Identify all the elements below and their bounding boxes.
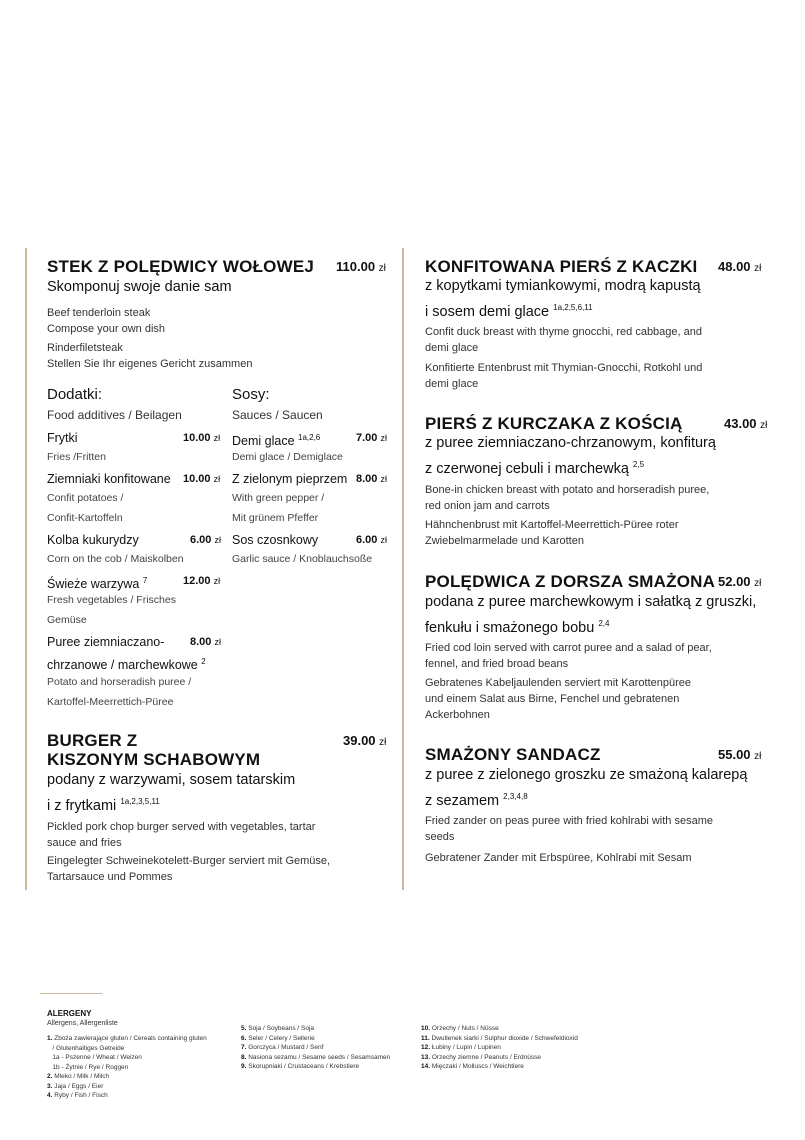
dish-title: PIERŚ Z KURCZAKA Z KOŚCIĄ: [425, 414, 683, 433]
dish-title: POLĘDWICA Z DORSZA SMAŻONA: [425, 572, 716, 591]
sauce-translation: With green pepper / Mit grünem Pfeffer: [232, 492, 325, 524]
dish-subtitle: z puree ziemniaczano-chrzanowym, konfiturą z czerwonej cebuli i marchewką $^{2,5}$: [425, 435, 716, 477]
allergen-item: 10. Orzechy / Nuts / Nüsse: [421, 1025, 499, 1032]
dish-german: Konfitierte Entenbrust mit Thymian-Gnocchi, Rotkohl und demi glace: [425, 362, 703, 390]
addition-translation: Fries /Fritten: [47, 451, 106, 463]
dish-subtitle: podana z puree marchewkowym i sałatką z gruszki, fenkułu i smażonego bobu $^{2,4}$: [425, 594, 757, 636]
addition-translation: Corn on the cob / Maiskolben: [47, 553, 184, 565]
sauce-price: 6.00 zł: [356, 534, 387, 546]
sauce-item: Demi glace $^{1a,2,6}$: [232, 433, 321, 449]
dish-english: Fried cod loin served with carrot puree and a salad of pear, fennel, and fried broad beans: [425, 642, 712, 670]
dish-title: SMAŻONY SANDACZ: [425, 745, 601, 764]
dish-german: Gebratenes Kabeljaulenden serviert mit Karottenpüree und einem Salat aus Birne, Fenchel und gebratenen Ackerbohnen: [425, 677, 691, 721]
dish-price: 39.00 zł: [343, 733, 387, 748]
dish-german: Eingelegter Schweinekotelett-Burger serviert mit Gemüse, Tartarsauce und Pommes: [47, 855, 331, 883]
addition-item: Świeże warzywa $^7$: [47, 576, 148, 592]
center-divider-line: [402, 248, 404, 890]
allergens-list-2: [241, 1024, 390, 1072]
allergen-item: 1a - Pszenne / Wheat / Weizen: [47, 1054, 142, 1061]
allergens-list-3: [421, 1024, 578, 1072]
dish-subtitle: podany z warzywami, sosem tatarskim i z frytkami $^{1a,2,3,5,11}$: [47, 772, 296, 814]
sauce-translation: Demi glace / Demiglace: [232, 451, 343, 463]
allergen-item: 1b - Żytnie / Rye / Roggen: [47, 1063, 129, 1071]
sauce-price: 7.00 zł: [356, 432, 387, 444]
dish-english: Fried zander on peas puree with fried kohlrabi with sesame seeds: [425, 815, 713, 843]
dish-english: Beef tenderloin steak Compose your own dish: [47, 307, 166, 335]
additions-heading: Dodatki:: [47, 386, 103, 403]
addition-translation: Potato and horseradish puree / Kartoffel-Meerrettich-Püree: [47, 676, 192, 708]
addition-item: Kolba kukurydzy: [47, 533, 139, 547]
addition-price: 6.00 zł: [190, 534, 221, 546]
sauce-item: Z zielonym pieprzem: [232, 472, 348, 486]
addition-translation: Confit potatoes / Confit-Kartoffeln: [47, 492, 124, 524]
allergens-heading: ALERGENY: [47, 1009, 92, 1018]
dish-german: Rinderfiletsteak Stellen Sie Ihr eigenes Gericht zusammen: [47, 342, 253, 370]
dish-price: 55.00 zł: [718, 747, 762, 762]
addition-price: 8.00 zł: [190, 636, 221, 648]
allergen-item: 3. Jaja / Eggs / Eier: [47, 1082, 104, 1090]
dish-english: Bone-in chicken breast with potato and horseradish puree, red onion jam and carrots: [425, 484, 710, 512]
sauce-price: 8.00 zł: [356, 473, 387, 485]
dish-price: 52.00 zł: [718, 574, 762, 589]
dish-subtitle: Skomponuj swoje danie sam: [47, 279, 232, 295]
sauces-subheading: Sauces / Saucen: [232, 408, 323, 422]
dish-english: Pickled pork chop burger served with vegetables, tartar sauce and fries: [47, 821, 316, 849]
allergen-item: 8. Nasiona sezamu / Sesame seeds / Sesamsamen: [241, 1053, 391, 1061]
allergen-item: 14. Mięczaki / Molluscs / Weichtiere: [421, 1063, 524, 1070]
allergen-item: 13. Orzechy ziemne / Peanuts / Erdnüsse: [421, 1053, 541, 1061]
allergen-item: / Glutenhaltiges Getreide: [47, 1044, 125, 1052]
sauce-translation: Garlic sauce / Knoblauchsoße: [232, 553, 373, 565]
dish-german: Gebratener Zander mit Erbspüree, Kohlrabi mit Sesam: [425, 852, 692, 864]
dish-price: 43.00 zł: [724, 416, 768, 431]
additions-subheading: Food additives / Beilagen: [47, 408, 182, 422]
addition-item: Ziemniaki konfitowane: [47, 472, 171, 486]
addition-price: 12.00 zł: [183, 575, 221, 587]
sauce-item: Sos czosnkowy: [232, 533, 319, 547]
addition-item: Frytki: [47, 431, 78, 445]
addition-price: 10.00 zł: [183, 473, 221, 485]
dish-title: STEK Z POLĘDWICY WOŁOWEJ: [47, 257, 315, 276]
dish-price: 48.00 zł: [718, 259, 762, 274]
allergen-item: 1. Zboża zawierające gluten / Cereals containing gluten: [47, 1035, 207, 1042]
allergen-item: 12. Łubiny / Lupin / Lupinen: [421, 1044, 501, 1051]
allergen-item: 6. Seler / Celery / Sellerie: [241, 1034, 315, 1042]
dish-subtitle: z kopytkami tymiankowymi, modrą kapustą i sosem demi glace $^{1a,2,5,6,11}$: [425, 278, 701, 320]
allergens-list-1: [47, 1034, 207, 1101]
allergens-subheading: Allergens, Allergenliste: [47, 1020, 118, 1027]
addition-translation: Fresh vegetables / Frisches Gemüse: [47, 594, 176, 626]
allergen-item: 2. Mleko / Milk / Milch: [47, 1073, 110, 1080]
addition-price: 10.00 zł: [183, 432, 221, 444]
allergen-item: 11. Dwutlenek siarki / Sulphur dioxide / Schwefeldioxid: [421, 1034, 578, 1042]
allergens-rule: [40, 993, 102, 994]
dish-subtitle: z puree z zielonego groszku ze smażoną kalarepą z sezamem $^{2,3,4,8}$: [425, 767, 748, 809]
allergen-item: 4. Ryby / Fish / Fisch: [47, 1092, 108, 1099]
left-divider-line: [25, 248, 27, 890]
dish-english: Confit duck breast with thyme gnocchi, red cabbage, and demi glace: [425, 326, 702, 354]
sauces-heading: Sosy:: [232, 386, 270, 403]
addition-item: Puree ziemniaczano- chrzanowe / marchewkowe $^2$: [47, 635, 206, 673]
allergen-item: 5. Soja / Soybeans / Soja: [241, 1025, 314, 1032]
allergen-item: 7. Gorczyca / Mustard / Senf: [241, 1044, 324, 1051]
dish-price: 110.00 zł: [336, 259, 386, 274]
allergen-item: 9. Skorupniaki / Crustaceans / Krebstiere: [241, 1063, 360, 1070]
dish-german: Hähnchenbrust mit Kartoffel-Meerrettich-Püree roter Zwiebelmarmelade und Karotten: [425, 519, 679, 547]
dish-title: KONFITOWANA PIERŚ Z KACZKI: [425, 257, 698, 276]
dish-title: BURGER Z KISZONYM SCHABOWYM: [47, 731, 261, 769]
